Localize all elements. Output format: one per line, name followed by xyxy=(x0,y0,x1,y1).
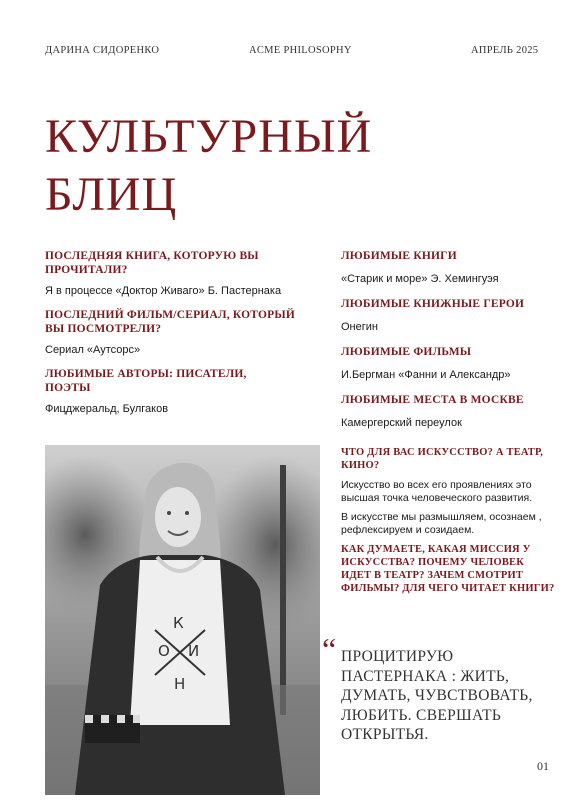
hoodie-letter-3: Н xyxy=(174,675,186,693)
question-last-book: ПОСЛЕДНЯЯ КНИГА, КОТОРУЮ ВЫ ПРОЧИТАЛИ? xyxy=(45,250,259,276)
question-favorite-books: ЛЮБИМЫЕ КНИГИ xyxy=(341,250,457,262)
question-favorite-films: ЛЮБИМЫЕ ФИЛЬМЫ xyxy=(341,346,472,358)
answer-favorite-heroes: Онегин xyxy=(341,321,378,333)
question-what-is-art: ЧТО ДЛЯ ВАС ИСКУССТВО? А ТЕАТР, КИНО? xyxy=(341,447,544,471)
hoodie-letter-1: К xyxy=(173,614,184,632)
answer-art-2: В искусстве мы размышляем, осознаем , рефлексируем и созидаем. xyxy=(341,511,542,536)
page-number: 01 xyxy=(537,759,549,773)
question-favorite-authors: ЛЮБИМЫЕ АВТОРЫ: ПИСАТЕЛИ, ПОЭТЫ xyxy=(45,368,247,394)
hoodie-letter-2: И xyxy=(188,642,200,660)
question-art-mission: КАК ДУМАЕТЕ, КАКАЯ МИССИЯ У ИСКУССТВА? ПОЧЕМУ ЧЕЛОВЕК ИДЕТ В ТЕАТР? ЗАЧЕМ СМОТРИТ ФИЛЬМЫ? ДЛЯ ЧЕГО ЧИТАЕТ КНИГИ? xyxy=(341,544,555,594)
question-favorite-heroes: ЛЮБИМЫЕ КНИЖНЫЕ ГЕРОИ xyxy=(341,298,525,310)
quote-mark-icon: “ xyxy=(322,631,337,667)
question-last-film: ПОСЛЕДНИЙ ФИЛЬМ/СЕРИАЛ, КОТОРЫЙ ВЫ ПОСМОТРЕЛИ? xyxy=(45,309,295,335)
portrait-photo xyxy=(45,445,320,795)
portrait-illustration xyxy=(45,445,320,795)
issue-date: АПРЕЛЬ 2025 xyxy=(471,45,539,56)
answer-favorite-authors: Фицджеральд, Булгаков xyxy=(45,403,169,415)
right-qa-column xyxy=(341,249,551,441)
answer-last-book: Я в процессе «Доктор Живаго» Б. Пастернака xyxy=(45,285,282,297)
answer-favorite-films: И.Бергман «Фанни и Александр» xyxy=(341,369,511,381)
answer-last-film: Сериал «Аутсорс» xyxy=(45,344,141,356)
art-qa-section xyxy=(341,446,556,595)
question-favorite-places: ЛЮБИМЫЕ МЕСТА В МОСКВЕ xyxy=(341,394,524,406)
author-name: ДАРИНА СИДОРЕНКО xyxy=(45,45,160,56)
page-title xyxy=(45,108,372,224)
magazine-name: ACME PHILOSOPHY xyxy=(249,45,352,56)
answer-favorite-books: «Старик и море» Э. Хемингуэя xyxy=(341,273,499,285)
answer-art-1: Искусство во всех его проявлениях это высшая точка человеческого развития. xyxy=(341,479,533,504)
pull-quote: ПРОЦИТИРУЮ ПАСТЕРНАКА : ЖИТЬ, ДУМАТЬ, ЧУВСТВОВАТЬ, ЛЮБИТЬ. СВЕРШАТЬ ОТКРЫТЬЯ. xyxy=(341,648,533,743)
title-line-1: КУЛЬТУРНЫЙ xyxy=(45,110,373,163)
hoodie-letter-4: О xyxy=(158,642,170,660)
answer-favorite-places: Камергерский переулок xyxy=(341,417,462,429)
title-line-2: БЛИЦ xyxy=(45,168,178,221)
left-qa-column xyxy=(45,249,295,426)
